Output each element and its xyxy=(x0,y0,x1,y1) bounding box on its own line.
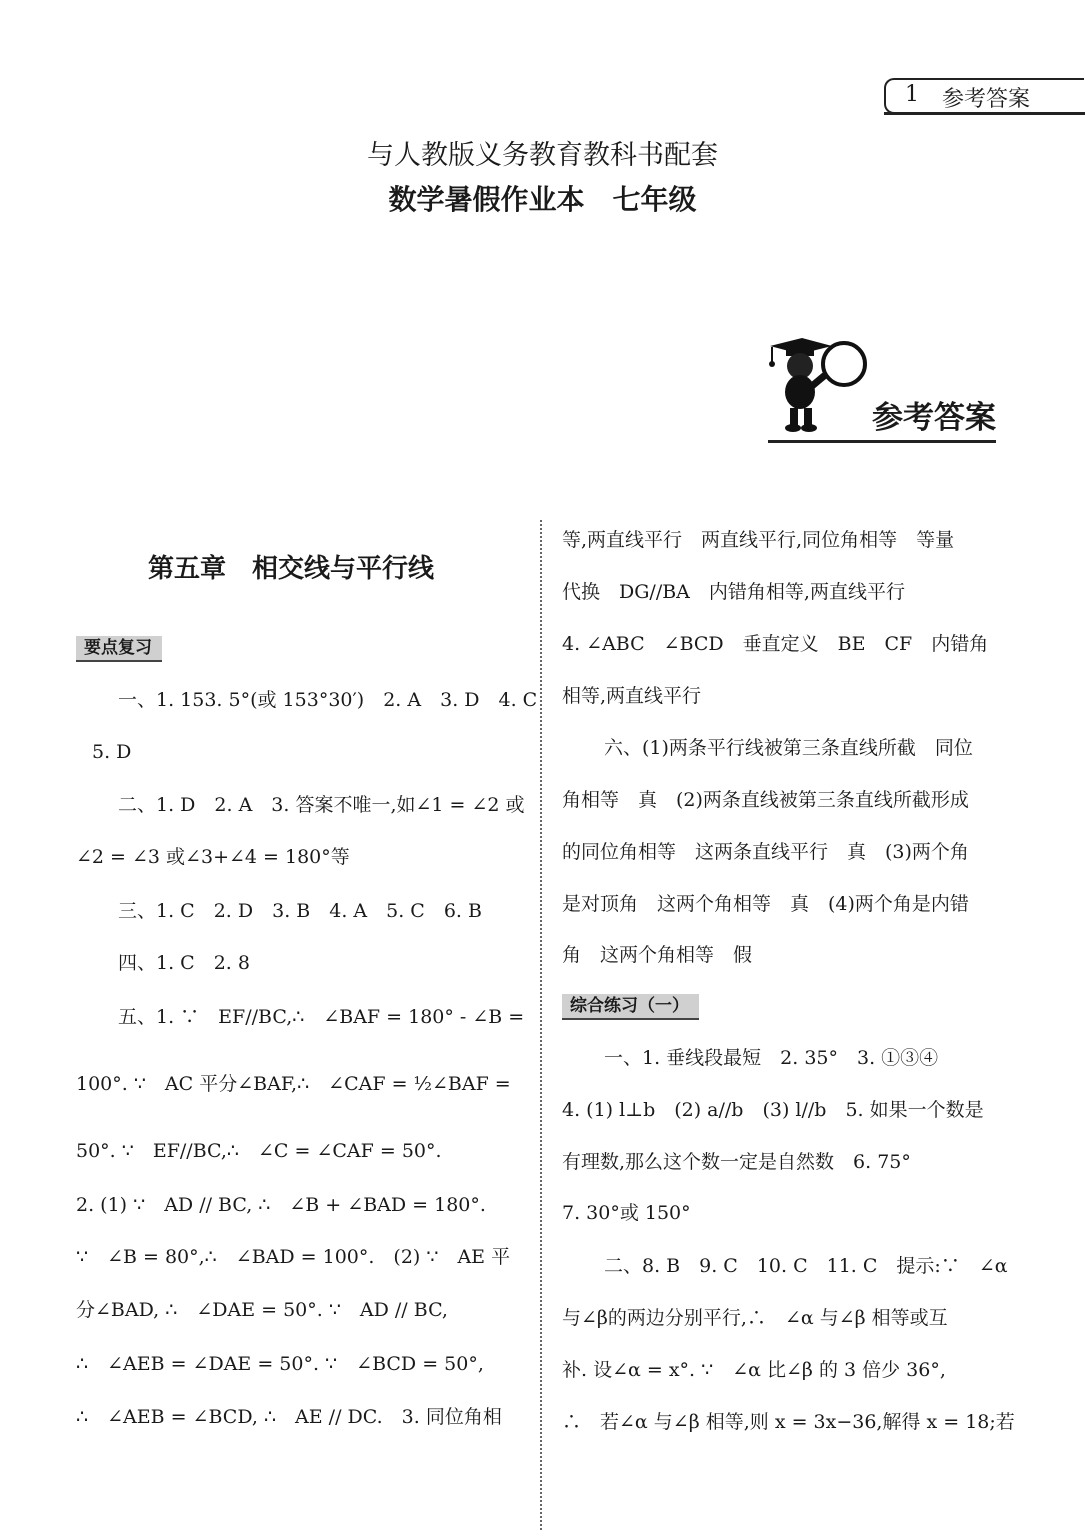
chapter-title: 第五章 相交线与平行线 xyxy=(148,554,435,584)
answer-line: 是对顶角 这两个角相等 真 (4)两个角是内错 xyxy=(562,893,969,915)
answer-line: 四、1. C 2. 8 xyxy=(118,952,250,974)
answer-line: 5. D xyxy=(92,741,132,763)
answer-line: 补. 设∠α = x°. ∵ ∠α 比∠β 的 3 倍少 36°, xyxy=(562,1359,946,1381)
answer-line: 二、8. B 9. C 10. C 11. C 提示:∵ ∠α xyxy=(604,1255,1008,1277)
section-label-review: 要点复习 xyxy=(76,636,162,662)
answer-line: ∴ ∠AEB = ∠BCD, ∴ AE // DC. 3. 同位角相 xyxy=(76,1406,502,1428)
header-divider xyxy=(768,440,996,443)
book-title: 数学暑假作业本 七年级 xyxy=(388,183,697,216)
page-number: 1 xyxy=(905,82,919,107)
answer-line: 与∠β的两边分别平行,∴ ∠α 与∠β 相等或互 xyxy=(562,1307,948,1329)
answer-line: ∠2 = ∠3 或∠3+∠4 = 180°等 xyxy=(76,846,350,868)
header-tab-label: 参考答案 xyxy=(942,87,1031,112)
answer-line: 的同位角相等 这两条直线平行 真 (3)两个角 xyxy=(562,841,969,863)
answer-line: 一、1. 垂线段最短 2. 35° 3. ①③④ xyxy=(604,1047,939,1069)
section-label-exercise-1: 综合练习（一） xyxy=(562,994,699,1020)
answer-line: 4. (1) l⊥b (2) a//b (3) l//b 5. 如果一个数是 xyxy=(562,1099,984,1121)
answer-line: ∴ ∠AEB = ∠DAE = 50°. ∵ ∠BCD = 50°, xyxy=(76,1353,484,1375)
answers-section-header: 参考答案 xyxy=(872,400,996,436)
answer-line: 代换 DG//BA 内错角相等,两直线平行 xyxy=(562,581,905,603)
graduate-magnifier-icon xyxy=(760,334,870,438)
answer-line: ∵ ∠B = 80°,∴ ∠BAD = 100°. (2) ∵ AE 平 xyxy=(76,1246,511,1268)
answer-line: 五、1. ∵ EF//BC,∴ ∠BAF = 180° - ∠B = xyxy=(118,1006,525,1028)
answer-line: 2. (1) ∵ AD // BC, ∴ ∠B + ∠BAD = 180°. xyxy=(76,1194,486,1216)
answer-line: 角 这两个角相等 假 xyxy=(562,944,753,966)
answer-line: 一、1. 153. 5°(或 153°30′) 2. A 3. D 4. C xyxy=(118,689,538,711)
column-divider xyxy=(540,520,542,1530)
answer-line: 二、1. D 2. A 3. 答案不唯一,如∠1 = ∠2 或 xyxy=(118,794,525,816)
answer-line: ∴ 若∠α 与∠β 相等,则 x = 3x−36,解得 x = 18;若 xyxy=(562,1411,1015,1433)
answer-line: 相等,两直线平行 xyxy=(562,685,702,707)
book-subtitle: 与人教版义务教育教科书配套 xyxy=(367,140,718,171)
answer-line: 有理数,那么这个数一定是自然数 6. 75° xyxy=(562,1151,911,1173)
answer-line: 角相等 真 (2)两条直线被第三条直线所截形成 xyxy=(562,789,969,811)
answer-line: 三、1. C 2. D 3. B 4. A 5. C 6. B xyxy=(118,900,482,922)
answer-line: 六、(1)两条平行线被第三条直线所截 同位 xyxy=(604,737,973,759)
answer-line: 分∠BAD, ∴ ∠DAE = 50°. ∵ AD // BC, xyxy=(76,1299,448,1321)
answer-line: 7. 30°或 150° xyxy=(562,1202,691,1224)
answer-line: 4. ∠ABC ∠BCD 垂直定义 BE CF 内错角 xyxy=(562,633,989,655)
answer-line: 等,两直线平行 两直线平行,同位角相等 等量 xyxy=(562,529,955,551)
answer-line: 100°. ∵ AC 平分∠BAF,∴ ∠CAF = ½∠BAF = xyxy=(76,1073,511,1095)
answer-line: 50°. ∵ EF//BC,∴ ∠C = ∠CAF = 50°. xyxy=(76,1140,442,1162)
